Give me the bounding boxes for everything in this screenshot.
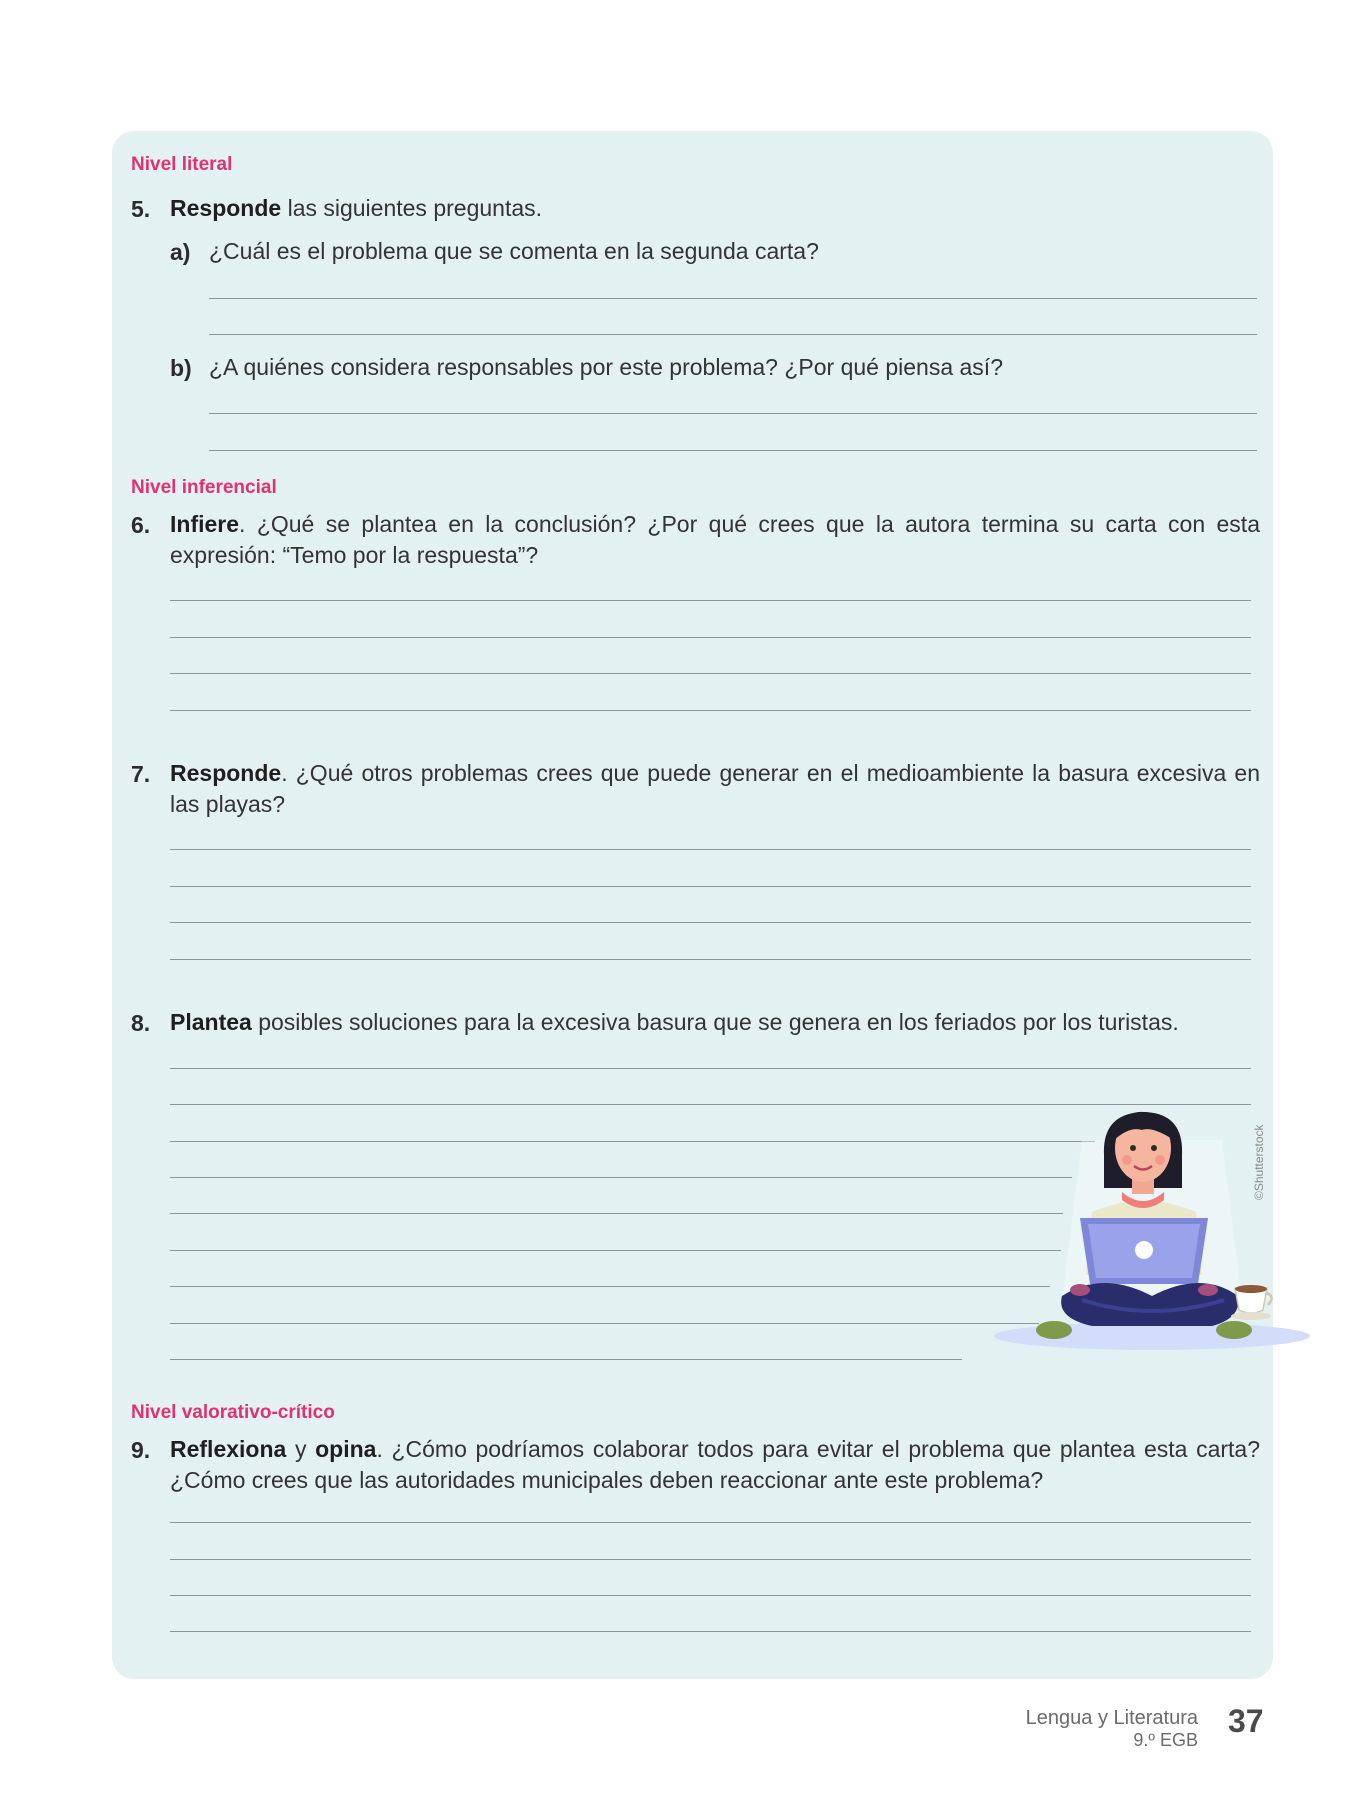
question-8-rest: posibles soluciones para la excesiva basura que se genera en los feriados por los turistas.	[251, 1009, 1179, 1035]
answer-line[interactable]	[170, 1068, 1251, 1069]
answer-line[interactable]	[170, 1141, 1095, 1142]
section-label-literal: Nivel literal	[131, 154, 233, 175]
answer-line[interactable]	[170, 1522, 1251, 1523]
question-5-rest: las siguientes preguntas.	[281, 195, 543, 221]
answer-line[interactable]	[170, 710, 1251, 711]
question-5-text	[170, 193, 1260, 224]
answer-line[interactable]	[209, 413, 1257, 414]
answer-line[interactable]	[170, 1213, 1063, 1214]
footer-subject: Lengua y Literatura	[1025, 1707, 1198, 1729]
question-9-verb-1: Reflexiona	[170, 1436, 287, 1462]
section-label-inferencial: Nivel inferencial	[131, 477, 277, 498]
question-5-number: 5.	[131, 196, 151, 222]
question-6-number: 6.	[131, 512, 151, 538]
question-5a-text: ¿Cuál es el problema que se comenta en la segunda carta?	[209, 238, 819, 264]
answer-line[interactable]	[170, 849, 1251, 850]
answer-line[interactable]	[170, 1595, 1251, 1596]
page-number: 37	[1228, 1703, 1264, 1739]
question-8-text	[170, 1007, 1260, 1038]
question-9-text	[170, 1434, 1260, 1496]
question-5-verb: Responde	[170, 195, 282, 221]
answer-line[interactable]	[170, 637, 1251, 638]
question-6-rest: . ¿Qué se plantea en la conclusión? ¿Por qué crees que la autora termina su carta con esta expresión: “Temo por la respuesta”?	[170, 511, 1260, 568]
question-7-rest: . ¿Qué otros problemas crees que puede generar en el medioambiente la basura excesiva en las playas?	[170, 760, 1260, 817]
question-8-verb: Plantea	[170, 1009, 252, 1035]
answer-line[interactable]	[170, 922, 1251, 923]
answer-line[interactable]	[209, 450, 1257, 451]
answer-line[interactable]	[170, 1177, 1072, 1178]
footer-grade: 9.º EGB	[1133, 1730, 1198, 1750]
answer-line[interactable]	[209, 298, 1257, 299]
answer-line[interactable]	[170, 1359, 962, 1360]
question-5b-label: b)	[170, 355, 192, 381]
question-9-verb-2: opina	[315, 1436, 377, 1462]
answer-line[interactable]	[170, 1631, 1251, 1632]
answer-line[interactable]	[170, 1286, 1050, 1287]
answer-line[interactable]	[170, 1323, 1039, 1324]
question-6-verb: Infiere	[170, 511, 240, 537]
answer-line[interactable]	[209, 334, 1257, 335]
question-8-number: 8.	[131, 1010, 151, 1036]
answer-line[interactable]	[170, 886, 1251, 887]
question-9-connector: y	[286, 1436, 316, 1462]
question-6-text	[170, 509, 1260, 571]
question-5b-text: ¿A quiénes considera responsables por este problema? ¿Por qué piensa así?	[209, 354, 1003, 380]
image-credit: ©Shutterstock	[1252, 1124, 1266, 1200]
section-label-valorativo: Nivel valorativo-crítico	[131, 1402, 335, 1423]
question-9-number: 9.	[131, 1437, 151, 1463]
question-7-text	[170, 758, 1260, 820]
answer-line[interactable]	[170, 600, 1251, 601]
question-7-number: 7.	[131, 761, 151, 787]
question-9-rest: . ¿Cómo podríamos colaborar todos para evitar el problema que plantea esta carta? ¿Cómo crees que las autoridades municipales deben reaccionar ante este problema?	[170, 1436, 1260, 1493]
question-5a-label: a)	[170, 239, 191, 265]
answer-line[interactable]	[170, 1559, 1251, 1560]
answer-line[interactable]	[170, 673, 1251, 674]
answer-line[interactable]	[170, 959, 1251, 960]
question-7-verb: Responde	[170, 760, 282, 786]
answer-line[interactable]	[170, 1250, 1061, 1251]
